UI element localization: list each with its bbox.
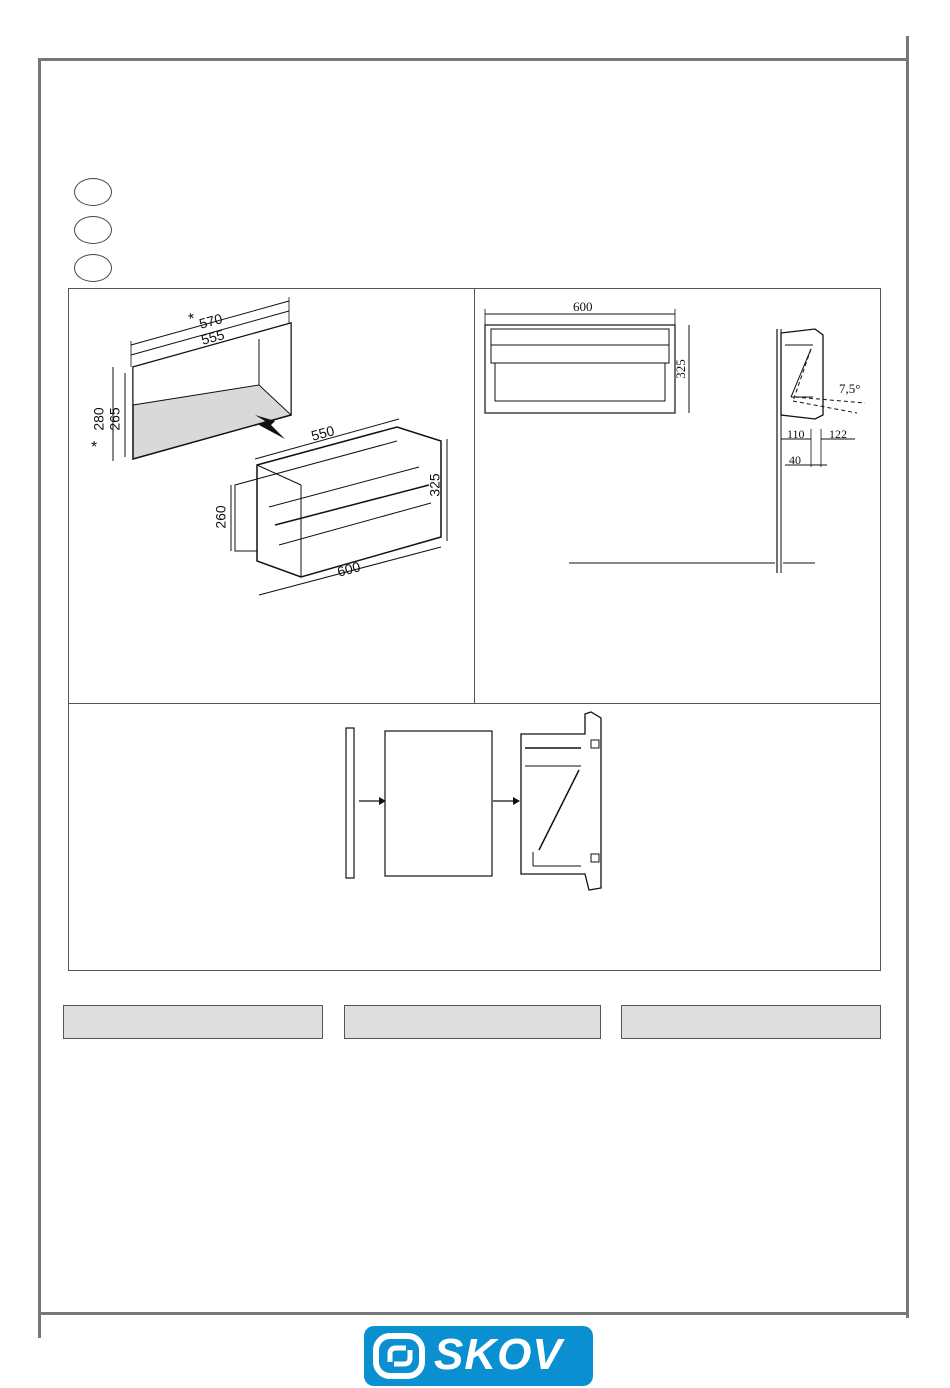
- side-depth-outer-label: 122: [829, 427, 847, 441]
- installation-drawing: [69, 289, 476, 705]
- skov-logo-text: SKOV: [434, 1330, 563, 1379]
- language-marker-3: [74, 254, 112, 282]
- side-offset-label: 40: [789, 453, 801, 467]
- inlet-depth-label: 550: [309, 422, 337, 444]
- opening-inner-height-label: 265: [106, 407, 123, 431]
- label-box-3: [621, 1005, 881, 1039]
- label-box-2: [344, 1005, 601, 1039]
- language-marker-1: [74, 178, 112, 206]
- assembly-insulation: [385, 731, 492, 876]
- assembly-arrow-2: [513, 797, 520, 805]
- opening-outer-width-label: 570: [197, 310, 225, 332]
- language-marker-2: [74, 216, 112, 244]
- opening-inner-width-label: 555: [199, 326, 227, 348]
- assembly-plate: [346, 728, 354, 878]
- opening-outer-height-label: 280: [90, 407, 107, 431]
- page-frame-bottom: [38, 1312, 909, 1315]
- inlet-width-label: 600: [335, 558, 363, 580]
- figure-panel-assembly: [68, 703, 881, 971]
- side-angle-label: 7,5°: [839, 381, 861, 396]
- page-frame-right: [906, 36, 909, 1318]
- dimensions-drawing: [475, 289, 882, 705]
- inlet-height-back-label: 260: [212, 505, 229, 529]
- side-depth-inner-label: 110: [787, 427, 805, 441]
- figure-panel-installation: [68, 288, 475, 704]
- assembly-drawing: [69, 704, 882, 972]
- page-frame-left: [38, 58, 41, 1338]
- front-width-label: 600: [573, 299, 593, 314]
- skov-logo: [364, 1326, 593, 1386]
- figure-panel-dimensions: [474, 288, 881, 704]
- opening-outer-height-asterisk: *: [91, 439, 98, 456]
- page-frame-top: [38, 58, 908, 61]
- label-box-1: [63, 1005, 323, 1039]
- front-height-label: 325: [672, 359, 688, 379]
- opening-outer-width-asterisk: *: [186, 310, 198, 329]
- inlet-height-front-label: 325: [426, 473, 443, 497]
- skov-logo-icon: [372, 1332, 428, 1380]
